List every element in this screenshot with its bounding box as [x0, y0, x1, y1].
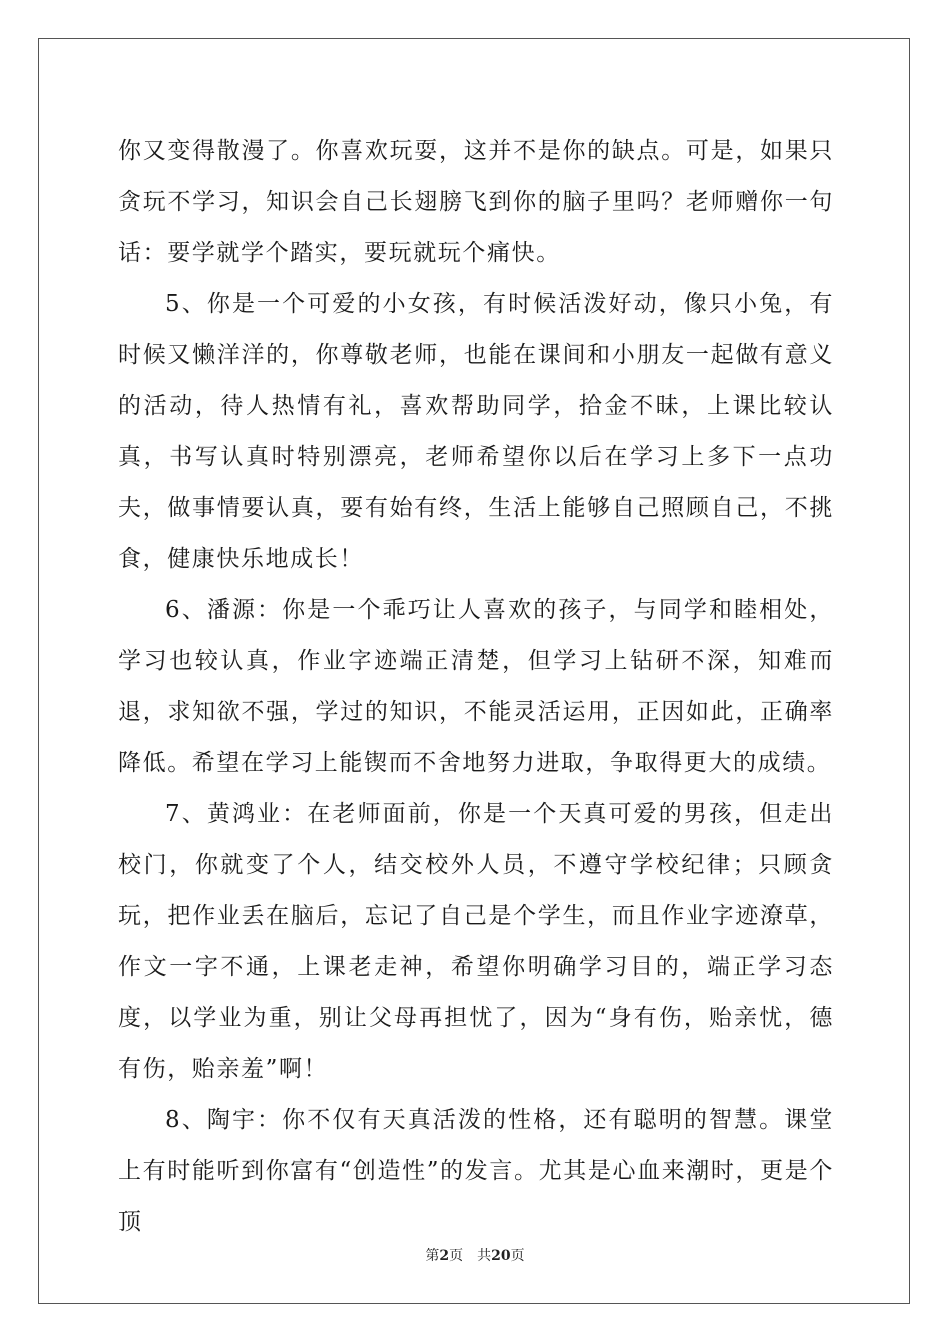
page-number: 2: [439, 1248, 450, 1264]
paragraph-comment-7: 7、黄鸿业：在老师面前，你是一个天真可爱的男孩，但走出校门，你就变了个人，结交校外人员，不遵守学校纪律；只顾贪玩，把作业丢在脑后，忘记了自己是个学生，而且作业字迹潦草，作文一字不通，上课老走神，希望你明确学习目的，端正学习态度，以学业为重，别让父母再担忧了，因为“身有伤，贻亲忧，德有伤，贻亲羞”啊！: [118, 801, 834, 1082]
page-prefix: 第: [425, 1248, 440, 1264]
total-suffix: 页: [510, 1248, 525, 1264]
total-prefix: 共: [477, 1248, 492, 1264]
page-footer: [0, 1245, 950, 1265]
document-body: [118, 126, 834, 1248]
paragraph-comment-5: 5、你是一个可爱的小女孩，有时候活泼好动，像只小兔，有时候又懒洋洋的，你尊敬老师，也能在课间和小朋友一起做有意义的活动，待人热情有礼，喜欢帮助同学，拾金不昧，上课比较认真，书写认真时特别漂亮，老师希望你以后在学习上多下一点功夫，做事情要认真，要有始有终，生活上能够自己照顾自己，不挑食，健康快乐地成长！: [118, 291, 834, 572]
paragraph-comment-6: 6、潘源：你是一个乖巧让人喜欢的孩子，与同学和睦相处，学习也较认真，作业字迹端正清楚，但学习上钻研不深，知难而退，求知欲不强，学过的知识，不能灵活运用，正因如此，正确率降低。希望在学习上能锲而不舍地努力进取，争取得更大的成绩。: [118, 597, 834, 776]
paragraph-continued: 你又变得散漫了。你喜欢玩耍，这并不是你的缺点。可是，如果只贪玩不学习，知识会自己长翅膀飞到你的脑子里吗？老师赠你一句话：要学就学个踏实，要玩就玩个痛快。: [118, 138, 834, 266]
page-suffix: 页: [449, 1248, 464, 1264]
paragraph-comment-8: 8、陶宇：你不仅有天真活泼的性格，还有聪明的智慧。课堂上有时能听到你富有“创造性”的发言。尤其是心血来潮时，更是个顶: [118, 1107, 834, 1235]
total-pages: 20: [491, 1248, 511, 1264]
